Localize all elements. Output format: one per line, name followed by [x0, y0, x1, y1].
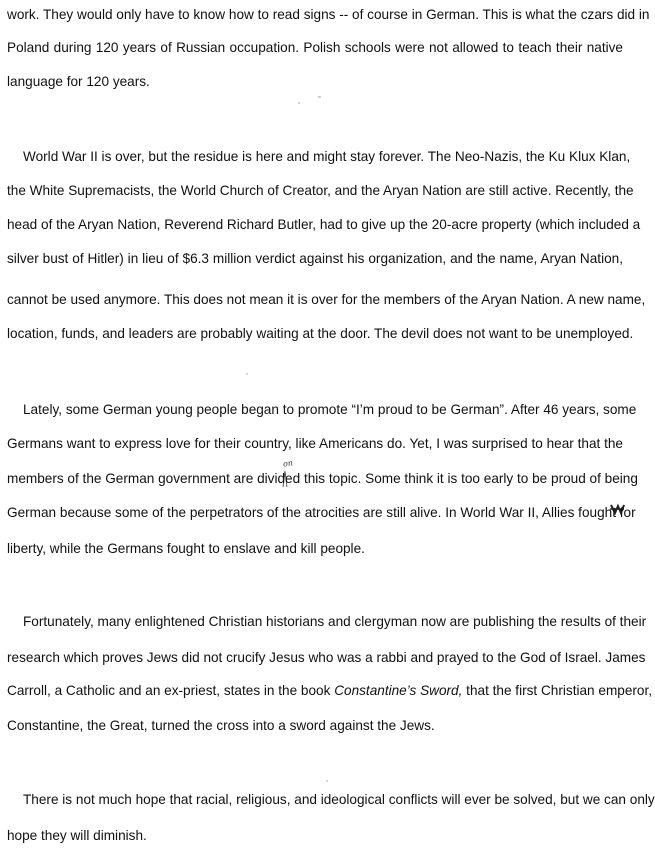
- paragraph-1-line-1: work. They would only have to know how to read signs -- of course in German. This is what the czars did in: [7, 7, 650, 22]
- paragraph-2-line-4: silver bust of Hitler) in lieu of $6.3 million verdict against his organization, and the name, Aryan Nation,: [7, 251, 623, 266]
- paragraph-2-line-2: the White Supremacists, the World Church of Creator, and the Aryan Nation are still active. Recently, the: [7, 183, 634, 198]
- paragraph-3-line-5: liberty, while the Germans fought to enslave and kill people.: [7, 541, 365, 556]
- paragraph-3-line-2: Germans want to express love for their country, like Americans do. Yet, I was surprised to hear that the: [7, 436, 623, 451]
- paragraph-1-line-3: language for 120 years.: [7, 74, 150, 89]
- paragraph-5-line-2: hope they will diminish.: [7, 828, 147, 843]
- paragraph-2-line-3: head of the Aryan Nation, Reverend Richard Butler, had to give up the 20-acre property (which included a: [7, 217, 641, 232]
- scan-speck: [326, 780, 328, 782]
- scan-speck: [246, 373, 248, 375]
- scan-speck: [318, 96, 321, 98]
- paragraph-2-line-6: location, funds, and leaders are probably waiting at the door. The devil does not want to be unemployed.: [7, 326, 634, 341]
- paragraph-2-line-1: World War II is over, but the residue is here and might stay forever. The Neo-Nazis, the Ku Klux Klan,: [23, 149, 631, 164]
- paragraph-4-line-2: research which proves Jews did not crucify Jesus who was a rabbi and prayed to the God of Israel. James: [7, 650, 646, 665]
- paragraph-4-line-3-text-before: Carroll, a Catholic and an ex-priest, states in the book: [7, 683, 335, 698]
- book-title: Constantine’s Sword,: [334, 683, 463, 698]
- paragraph-2-line-5: cannot be used anymore. This does not mean it is over for the members of the Aryan Nation. A new name,: [7, 292, 646, 307]
- paragraph-4-line-3: [7, 683, 653, 699]
- paragraph-1-line-2: Poland during 120 years of Russian occupation. Polish schools were not allowed to teach their native: [7, 40, 623, 55]
- paragraph-4-line-4: Constantine, the Great, turned the cross into a sword against the Jews.: [7, 718, 435, 733]
- paragraph-5-line-1: There is not much hope that racial, religious, and ideological conflicts will ever be solved, but we can only: [23, 792, 655, 807]
- paragraph-3-line-4: German because some of the perpetrators of the atrocities are still alive. In World War II, Allies fought for: [7, 505, 636, 520]
- scan-speck: [298, 102, 300, 104]
- paragraph-3-line-1: Lately, some German young people began to promote “I’m proud to be German”. After 46 years, some: [23, 402, 637, 417]
- handwritten-insertion: on: [282, 458, 294, 469]
- paragraph-4-line-3-text-after: that the first Christian emperor,: [462, 683, 653, 698]
- paragraph-3-line-3: members of the German government are divided this topic. Some think it is too early to be proud of being: [7, 471, 638, 486]
- paragraph-4-line-1: Fortunately, many enlightened Christian historians and clergyman now are publishing the results of their: [23, 614, 647, 629]
